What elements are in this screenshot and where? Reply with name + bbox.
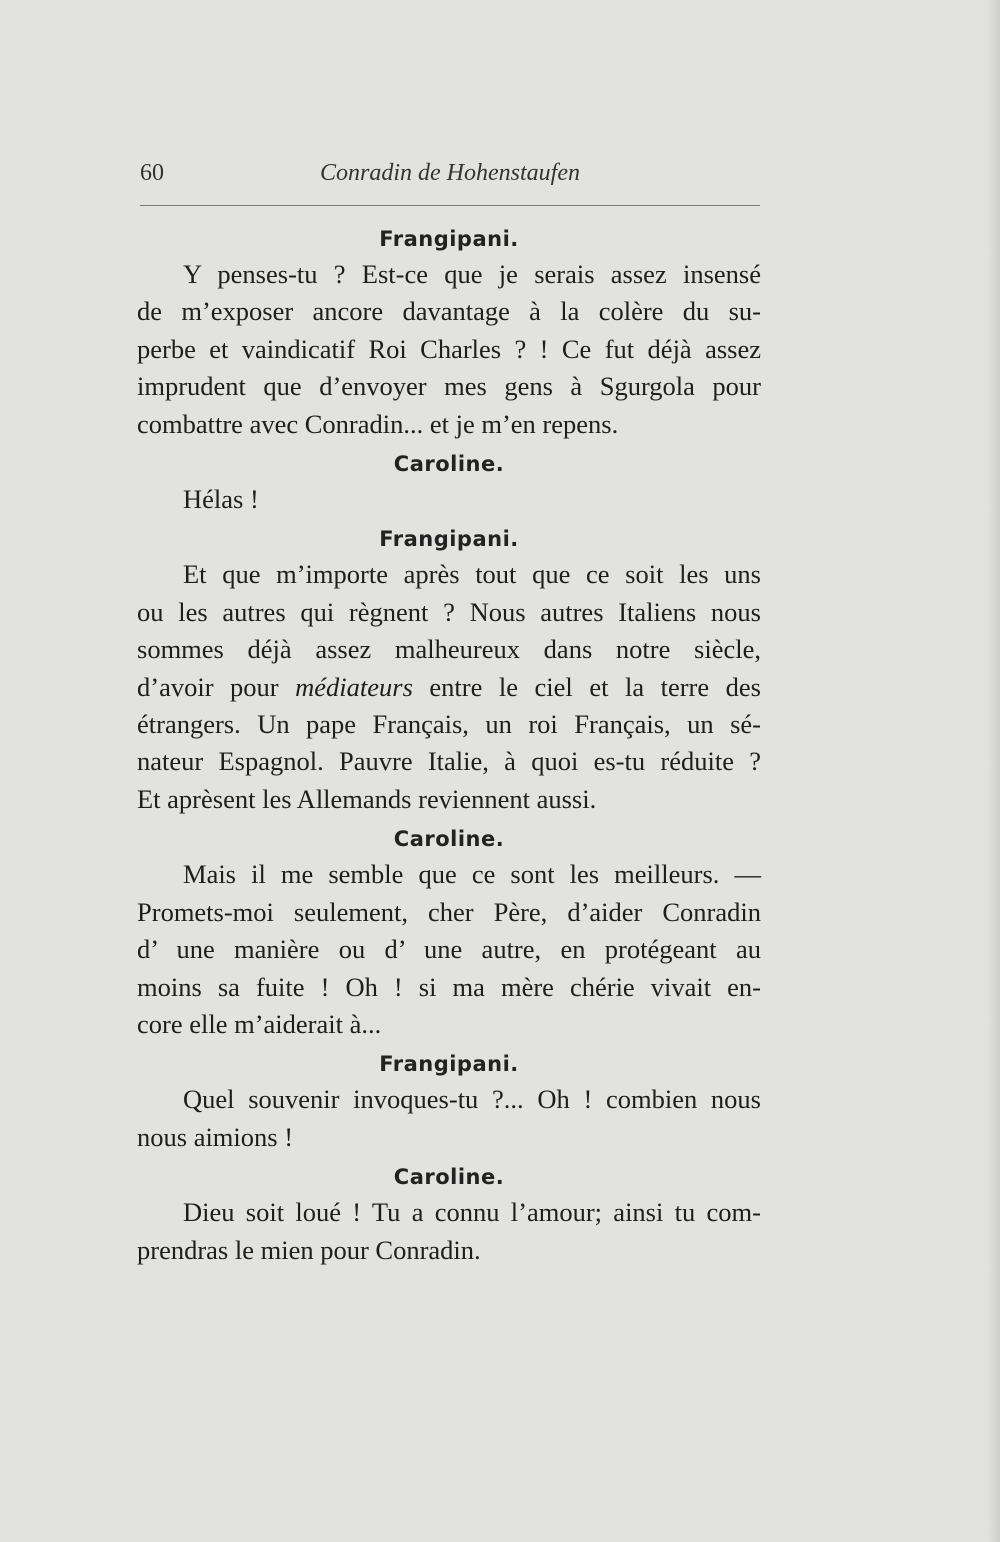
text-line: nateur Espagnol. Pauvre Italie, à quoi es-tu réduite ? <box>137 746 761 777</box>
text-line: Dieu soit loué ! Tu a connu l’amour; ainsi tu com- <box>183 1197 761 1228</box>
text-line: nous aimions ! <box>137 1121 294 1152</box>
speech-paragraph <box>137 856 761 1043</box>
text-line: Hélas ! <box>183 484 259 515</box>
speaker-name: Caroline. <box>393 1165 505 1190</box>
text-line: perbe et vaindicatif Roi Charles ? ! Ce fut déjà assez <box>137 333 761 364</box>
text-line: Et aprèsent les Allemands reviennent aussi. <box>137 783 597 814</box>
speech-paragraph <box>137 556 761 818</box>
text-line: Y penses-tu ? Est-ce que je serais assez insensé <box>183 259 761 289</box>
text-line: core elle m’aiderait à... <box>137 1008 382 1039</box>
speaker-name: Frangipani. <box>379 227 519 251</box>
emphasized-word: médiateurs <box>295 671 413 702</box>
page-body <box>137 222 761 1273</box>
text-line: prendras le mien pour Conradin. <box>137 1234 481 1265</box>
speech-paragraph <box>137 1194 761 1269</box>
text-line-with-emphasis: d’avoir pour médiateurs entre le ciel et la terre des <box>137 671 761 702</box>
text-line: Mais il me semble que ce sont les meilleurs. — <box>183 859 761 890</box>
text-line: sommes déjà assez malheureux dans notre siècle, <box>137 634 761 665</box>
page-edge <box>986 0 1000 1542</box>
speaker-name: Caroline. <box>393 452 505 477</box>
page-number: 60 <box>140 160 164 186</box>
text-line: Promets-moi seulement, cher Père, d’aider Conradin <box>137 896 761 927</box>
text-line: Quel souvenir invoques-tu ?... Oh ! combien nous <box>183 1084 761 1115</box>
text-line: de m’exposer ancore davantage à la colère du su- <box>137 296 761 327</box>
text-line: combattre avec Conradin... et je m’en repens. <box>137 408 619 439</box>
header-rule <box>140 205 760 206</box>
text-line: imprudent que d’envoyer mes gens à Sgurgola pour <box>137 371 761 402</box>
speech-paragraph <box>137 1081 761 1156</box>
text-line: étrangers. Un pape Français, un roi Français, un sé- <box>137 709 761 740</box>
text-line: d’ une manière ou d’ une autre, en protégeant au <box>137 934 761 965</box>
page-header <box>140 160 760 200</box>
text-line: Et que m’importe après tout que ce soit les uns <box>183 559 761 590</box>
speech-paragraph <box>137 256 761 443</box>
text-line: moins sa fuite ! Oh ! si ma mère chérie vivait en- <box>137 971 761 1002</box>
text-line: ou les autres qui règnent ? Nous autres Italiens nous <box>137 596 761 627</box>
speaker-name: Frangipani. <box>379 527 519 552</box>
speech-paragraph <box>137 481 761 518</box>
speaker-name: Caroline. <box>393 827 505 852</box>
running-title: Conradin de Hohenstaufen <box>320 160 580 186</box>
speaker-name: Frangipani. <box>379 1052 519 1077</box>
